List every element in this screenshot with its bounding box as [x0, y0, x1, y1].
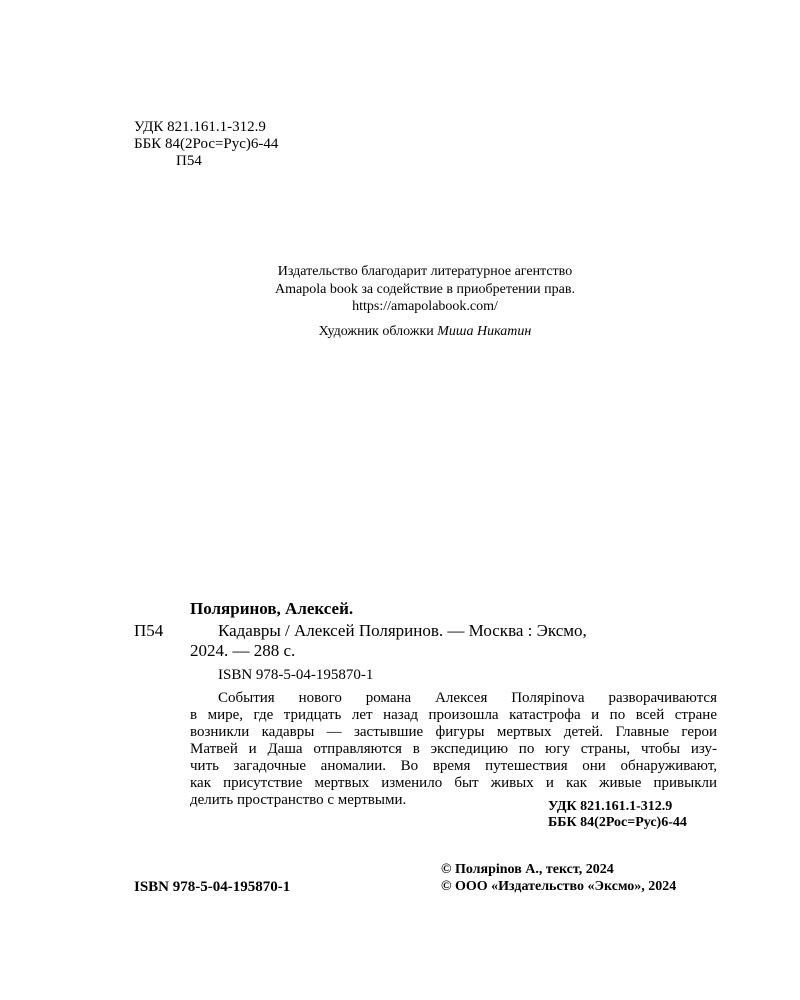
annotation-line: делить пространство с мертвыми. — [190, 792, 407, 808]
copyright-text: © Полярinов А., текст, 2024 — [441, 862, 614, 877]
catalog-annotation — [190, 690, 717, 809]
catalog-bbk-code: ББК 84(2Рос=Рус)6-44 — [548, 815, 687, 830]
cover-artist-name: Миша Никатин — [437, 324, 532, 339]
footer-isbn: ISBN 978-5-04-195870-1 — [134, 879, 291, 895]
annotation-line: События нового романа Алексея Полярinova разворачиваются — [218, 690, 717, 706]
annotation-line: чить загадочные аномалии. Во время путешествия они обнаруживают, — [190, 758, 717, 774]
catalog-title-line-2: 2024. — 288 с. — [190, 641, 296, 660]
catalog-udk-code: УДК 821.161.1-312.9 — [548, 799, 673, 814]
udk-code-top: УДК 821.161.1-312.9 — [134, 119, 266, 135]
annotation-line: как присутствие мертвых изменило быт живых и как живые привыкли — [190, 775, 717, 791]
catalog-author-sign: П54 — [134, 621, 164, 640]
acknowledgement-line-2: Amapola book за содействие в приобретении прав. — [275, 282, 575, 297]
annotation-line: возникли кадавры — застывшие фигуры мертвых детей. Главные герои — [190, 724, 717, 740]
catalog-title-line-1: Кадавры / Алексей Поляринов. — Москва : Эксмо, — [218, 621, 587, 640]
acknowledgement-url: https://amapolabook.com/ — [352, 299, 498, 314]
catalog-isbn: ISBN 978-5-04-195870-1 — [218, 667, 374, 683]
author-sign-top: П54 — [176, 153, 202, 169]
acknowledgement-line-1: Издательство благодарит литературное агентство — [277, 264, 573, 279]
cover-artist-label: Художник обложки — [318, 324, 434, 339]
catalog-author-heading: Поляринов, Алексей. — [190, 599, 354, 618]
bbk-code-top: ББК 84(2Рос=Рус)6-44 — [134, 136, 279, 152]
annotation-line: Матвей и Даша отправляются в экспедицию по югу страны, чтобы изу- — [190, 741, 717, 757]
copyright-publisher: © ООО «Издательство «Эксмо», 2024 — [441, 879, 677, 894]
annotation-line: в мире, где тридцать лет назад произошла катастрофа и по всей стране — [190, 707, 717, 723]
cover-artist-credit — [200, 324, 650, 340]
